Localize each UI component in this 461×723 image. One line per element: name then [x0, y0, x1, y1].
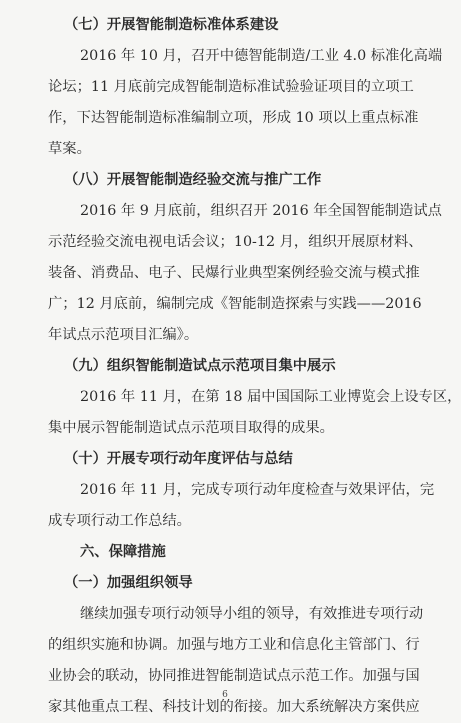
paragraph-line: 继续加强专项行动领导小组的领导，有效推进专项行动: [80, 606, 424, 622]
section-heading: （十）开展专项行动年度评估与总结: [64, 451, 293, 467]
section-heading: （九）组织智能制造试点示范项目集中展示: [64, 358, 336, 374]
paragraph-line: 家其他重点工程、科技计划的衔接。加大系统解决方案供应: [48, 699, 420, 715]
paragraph-line: 广；12 月底前，编制完成《智能制造探索与实践——2016: [48, 296, 422, 312]
paragraph-line: 2016 年 11 月，完成专项行动年度检查与效果评估，完: [80, 482, 435, 498]
paragraph-line: 草案。: [48, 141, 91, 157]
paragraph-line: 集中展示智能制造试点示范项目取得的成果。: [48, 420, 334, 436]
section-heading: （八）开展智能制造经验交流与推广工作: [64, 172, 322, 188]
paragraph-line: 作，下达智能制造标准编制立项，形成 10 项以上重点标准: [48, 110, 419, 126]
paragraph-line: 2016 年 9 月底前，组织召开 2016 年全国智能制造试点: [80, 203, 442, 219]
page-number: 6: [222, 690, 228, 700]
paragraph-line: 2016 年 11 月，在第 18 届中国国际工业博览会上设专区，: [80, 389, 461, 405]
section-heading: （七）开展智能制造标准体系建设: [64, 17, 279, 33]
paragraph-line: 的组织实施和协调。加强与地方工业和信息化主管部门、行: [48, 637, 420, 653]
paragraph-line: 示范经验交流电视电话会议；10-12 月，组织开展原材料、: [48, 234, 423, 250]
paragraph-line: 成专项行动工作总结。: [48, 513, 191, 529]
paragraph-line: 论坛；11 月底前完成智能制造标准试验验证项目的立项工: [48, 79, 414, 95]
section-heading: （一）加强组织领导: [64, 575, 193, 591]
paragraph-line: 年试点示范项目汇编》。: [48, 327, 199, 343]
paragraph-line: 业协会的联动，协同推进智能制造试点示范工作。加强与国: [48, 668, 420, 684]
section-heading: 六、保障措施: [80, 544, 166, 560]
paragraph-line: 2016 年 10 月，召开中德智能制造/工业 4.0 标准化高端: [80, 48, 443, 64]
document-body: [48, 10, 461, 723]
paragraph-line: 装备、消费品、电子、民爆行业典型案例经验交流与模式推: [48, 265, 420, 281]
